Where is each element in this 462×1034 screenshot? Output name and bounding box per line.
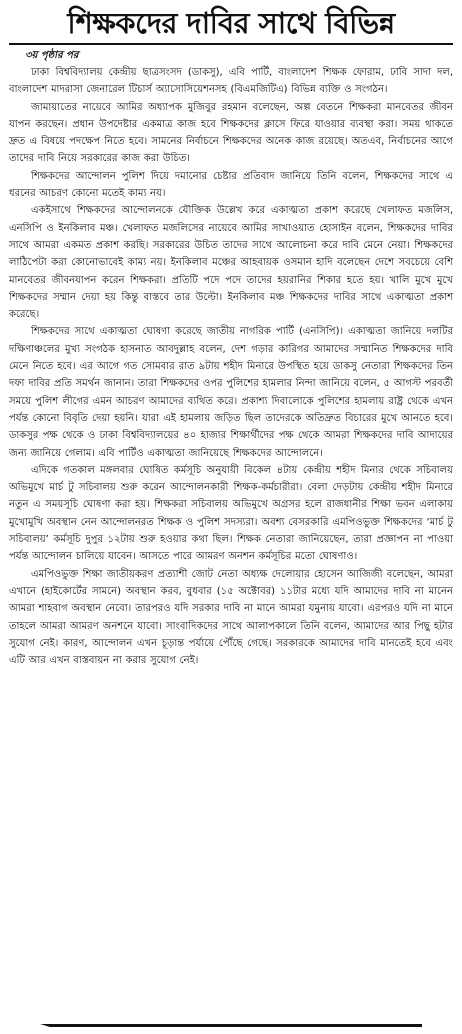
paragraph: এদিকে গতকাল মঙ্গলবার ঘোষিত কর্মসূচি অনুযায়ী বিকেল ৪টায় কেন্দ্রীয় শহীদ মিনার থেকে সচিবালয় অভিমুখে মার্চ টু সচিবালয় শুরু করেন আন্দোলনকারী শিক্ষক-কর্মচারীরা। বেলা দেড়টায় কেন্দ্রীয় শহীদ মিনারে নতুন এ সময়সূচি ঘোষণা করা হয়। শিক্ষকরা সচিবালয় অভিমুখে অগ্রসর হলে রাজধানীর শিক্ষা ভবন এলাকায় মুখোমুখি অবস্থান নেন আন্দোলনরত শিক্ষক ও পুলিশ সদস্যরা। অবশ্য বেসরকারি এমপিওভুক্ত শিক্ষকদের ‘মার্চ টু সচিবালয়’ কর্মসূচি দুপুর ১২টায় শুরু হওয়ার কথা ছিল। শিক্ষক নেতারা জানিয়েছেন, তারা প্রজ্ঞাপন না পাওয়া পর্যন্ত আন্দোলন চালিয়ে যাবেন। আসতে পারে আমরণ অনশন কর্মসূচির মতো ঘোষণাও। [9, 464, 453, 563]
paragraph: শিক্ষকদের সাথে একাত্মতা ঘোষণা করেছে জাতীয় নাগরিক পার্টি (এনসিপি)। একাত্মতা জানিয়ে দলটির দক্ষিণাঞ্চলের মুখ্য সংগঠক হাসনাত আবদুল্লাহ বলেন, দেশ গড়ার কারিগর আমাদের সম্মানিত শিক্ষকদের দাবি মেনে নিতে হবে। এর আগে গত সোমবার রাত ৯টায় শহীদ মিনারে উপস্থিত হয়ে ডাকসু নেতারা শিক্ষকদের তিন দফা দাবির প্রতি সমর্থন জানান। তারা শিক্ষকদের ওপর পুলিশের হামলার নিন্দা জানিয়ে বলেন, ৫ আগস্ট পরবর্তী সময়ে পুলিশ লীগের এমন আচরণ আমাদের ব্যথিত করে। প্রকাশ্য দিবালোকে পুলিশের হামলায় রাষ্ট্র থেকে এখন পর্যন্ত কোনো বিবৃতি দেয়া হয়নি। যারা এই হামলায় জড়িত ছিল তাদেরকে অতিদ্রুত বিচারের মুখে আনতে হবে। ডাকসুর পক্ষ থেকে ও ঢাকা বিশ্ববিদ্যালয়ের ৪০ হাজার শিক্ষার্থীদের পক্ষ থেকে আমরা শিক্ষকদের দাবি আদায়ের জন্য জানিয়ে গেলাম। এবি পার্টিও একাত্মতা জানিয়েছে শিক্ষকদের আন্দোলনে। [9, 326, 453, 459]
paragraph: এমপিওভুক্ত শিক্ষা জাতীয়করণ প্রত্যাশী জোট নেতা অধ্যক্ষ দেলোয়ার হোসেন আজিজী বলেছেন, আমরা এখানে (হাইকোর্টের সামনে) অবস্থান করব, বুধবার (১৫ অক্টোবর) ১১টার মধ্যে যদি আমাদের দাবি না মানেন আমরা শাহবাগ অবস্থান নেবো। তারপরও যদি সরকার দাবি না মানে আমরা যমুনায় যাবো। এরপরও যদি না মানে তাহলে আমরা আমরণ অনশনে যাবো। সাংবাদিকদের সাথে আলাপকালে তিনি বলেন, আমাদের আর পিছু হটার সুযোগ নেই। কারণ, আন্দোলন এখন চূড়ান্ত পর্যায়ে পৌঁছে গেছে। সরকারকে আমাদের দাবি মানতেই হবে এবং এটি আর এখন বাস্তবায়ন না করার সুযোগ নেই। [9, 568, 453, 667]
paragraph: শিক্ষকদের আন্দোলন পুলিশ দিয়ে দমানোর চেষ্টার প্রতিবাদ জানিয়ে তিনি বলেন, শিক্ষকদের সাথে এ ধরনের আচরণ কোনো মতেই কাম্য নয়। [9, 170, 453, 200]
next-headline-cutoff [40, 1024, 422, 1034]
paragraph: ঢাকা বিশ্ববিদ্যালয় কেন্দ্রীয় ছাত্রসংসদ (ডাকসু), এবি পার্টি, বাংলাদেশ শিক্ষক ফোরাম, ঢাবি সাদা দল, বাংলাদেশ মাদরাসা জেনারেল টিচার্স অ্যাসোসিয়েশনসহ (বিএমজিটিএ) বিভিন্ন ব্যক্তি ও সংগঠন। [9, 67, 453, 96]
headline-underline [9, 43, 453, 45]
paragraph: জামায়াতের নায়েবে আমির অধ্যাপক মুজিবুর রহমান বলেছেন, অল্প বেতনে শিক্ষকরা মানবেতর জীবন যাপন করছেন। প্রধান উপদেষ্টার একমাত্র কাজ হবে শিক্ষকদের ক্লাসে ফিরে যাওয়ার ব্যবস্থা করা। সময় থাকতে দ্রুত এ বিষয়ে পদক্ষেপ নিতে হবে। সামনের নির্বাচনে শিক্ষকদের অনেক কাজ রয়েছে। অতএব, নির্বাচনের আগে তাদের দাবি নিয়ে সরকারের কাজ করা উচিত। [9, 101, 453, 165]
article-body [9, 64, 453, 669]
continued-from-label: ৩য় পৃষ্ঠার পর [25, 50, 79, 61]
paragraph: একইসাথে শিক্ষকদের আন্দোলনকে যৌক্তিক উল্লেখ করে একাত্মতা প্রকাশ করেছে খেলাফত মজলিস, এনসিপি ও ইনকিলাব মঞ্চ। খেলাফত মজলিসের নায়েবে আমির সাখাওয়াত হোসাইন বলেন, শিক্ষকদের দাবির সাথে আমরা একমত প্রকাশ করছি। সরকারের উচিত তাদের সাথে আলোচনা করে দাবি মেনে নেয়া। শিক্ষকদের লাঠিপেটা করা কোনোভাবেই কাম্য নয়। ইনকিলাব মঞ্চের আহবায়ক ওসমান হাদি বলেছেন দেশে সবচেয়ে বেশি মানবেতর জীবনযাপন করেন শিক্ষকরা। প্রতিটি পদে পদে তাদের হয়রানির শিকার হতে হয়। খালি মুখে মুখে শিক্ষকদের সম্মান দেয়া হয় কিন্তু বাস্তবে তার উল্টো। ইনকিলাব মঞ্চ শিক্ষকদের দাবির সাথে একাত্মতা প্রকাশ করেছে। [9, 205, 453, 321]
headline: শিক্ষকদের দাবির সাথে বিভিন্ন [67, 6, 395, 40]
